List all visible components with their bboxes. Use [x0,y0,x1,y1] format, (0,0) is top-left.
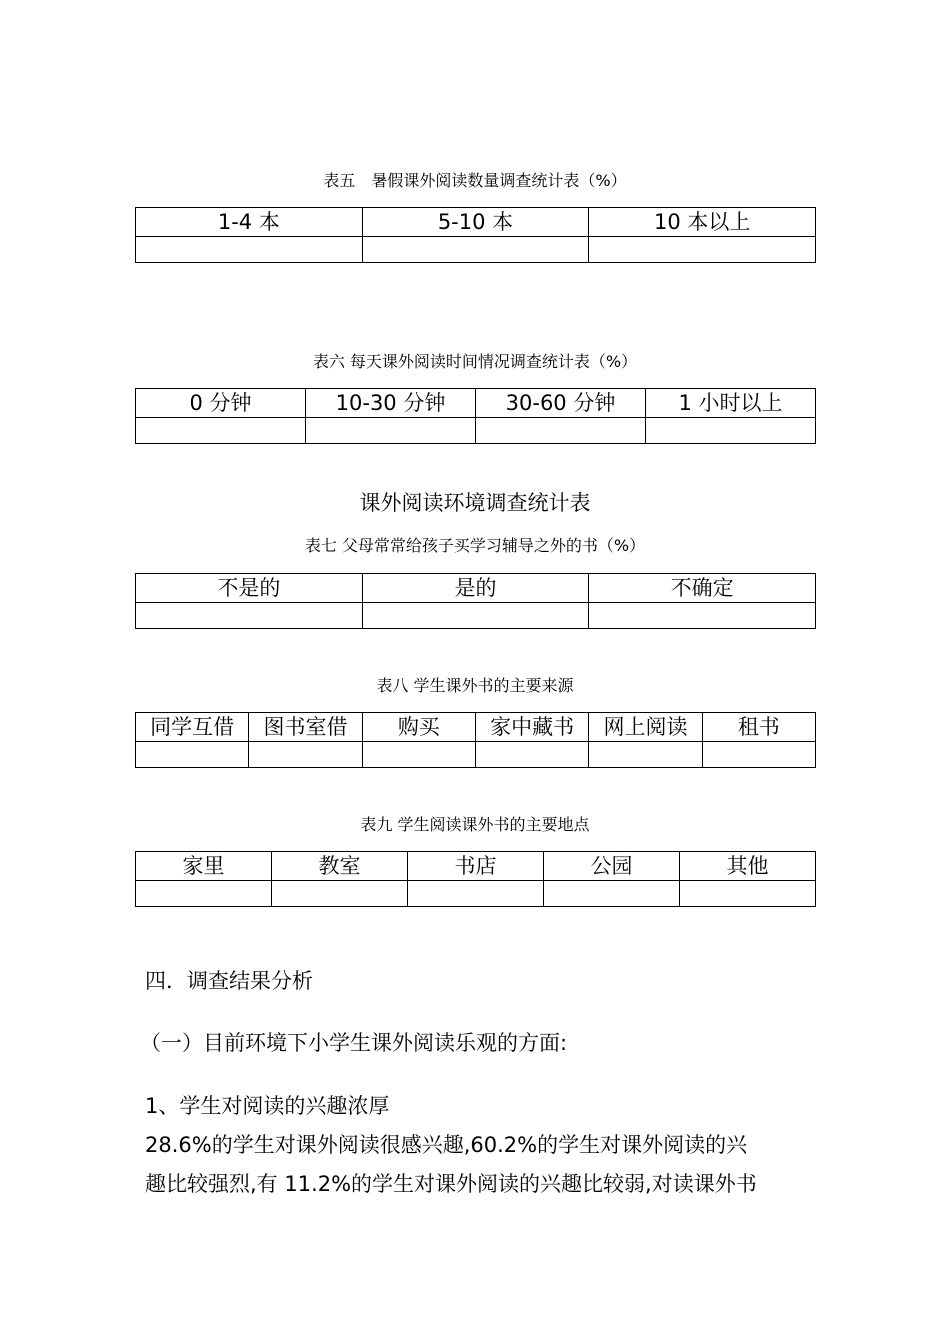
table8-cell-6 [702,742,815,768]
table5-cell-1 [136,237,363,263]
table6-header-2: 10-30 分钟 [306,389,476,418]
analysis-subtitle: （一）目前环境下小学生课外阅读乐观的方面: [140,1031,568,1055]
table9-reading-places [135,851,816,907]
table9-header-4: 公园 [544,852,680,881]
table7-caption: 表七 父母常常给孩子买学习辅导之外的书（%） [304,536,646,555]
analysis-point-1: 1、学生对阅读的兴趣浓厚 [145,1094,390,1118]
table5-caption: 表五 暑假课外阅读数量调查统计表（%） [323,171,627,190]
table5-header-3: 10 本以上 [589,208,816,237]
table8-header-1: 同学互借 [136,713,249,742]
table6-reading-time [135,388,816,444]
section-heading: 课外阅读环境调查统计表 [359,491,591,515]
table5-cell-2 [362,237,589,263]
table8-cell-1 [136,742,249,768]
table6-caption: 表六 每天课外阅读时间情况调查统计表（%） [312,352,638,371]
table8-caption: 表八 学生课外书的主要来源 [376,676,574,695]
table8-header-2: 图书室借 [249,713,362,742]
analysis-title: 四．调查结果分析 [145,969,313,993]
table9-header-5: 其他 [680,852,816,881]
table5-header-1: 1-4 本 [136,208,363,237]
table9-header-2: 教室 [272,852,408,881]
table6-header-4: 1 小时以上 [646,389,816,418]
table9-cell-1 [136,881,272,907]
table6-cell-3 [476,418,646,444]
table7-header-3: 不确定 [589,574,816,603]
table6-cell-4 [646,418,816,444]
table8-cell-4 [475,742,588,768]
table7-header-2: 是的 [362,574,589,603]
table6-header-3: 30-60 分钟 [476,389,646,418]
table7-parents-buy-books [135,573,816,629]
table8-cell-5 [589,742,702,768]
table7-header-1: 不是的 [136,574,363,603]
table6-cell-1 [136,418,306,444]
table7-cell-1 [136,603,363,629]
table9-cell-2 [272,881,408,907]
table8-cell-2 [249,742,362,768]
table8-cell-3 [362,742,475,768]
analysis-line-1: 28.6%的学生对课外阅读很感兴趣,60.2%的学生对课外阅读的兴 [145,1133,748,1157]
table6-cell-2 [306,418,476,444]
table7-cell-2 [362,603,589,629]
table8-header-4: 家中藏书 [475,713,588,742]
table9-cell-4 [544,881,680,907]
table8-header-6: 租书 [702,713,815,742]
table8-header-5: 网上阅读 [589,713,702,742]
table5-reading-quantity [135,207,816,263]
table5-cell-3 [589,237,816,263]
table8-book-sources [135,712,816,768]
table9-caption: 表九 学生阅读课外书的主要地点 [360,815,590,834]
table9-header-3: 书店 [408,852,544,881]
analysis-line-2: 趣比较强烈,有 11.2%的学生对课外阅读的兴趣比较弱,对读课外书 [145,1172,757,1196]
table8-header-3: 购买 [362,713,475,742]
table9-cell-5 [680,881,816,907]
table9-header-1: 家里 [136,852,272,881]
table9-cell-3 [408,881,544,907]
table5-header-2: 5-10 本 [362,208,589,237]
table6-header-1: 0 分钟 [136,389,306,418]
table7-cell-3 [589,603,816,629]
